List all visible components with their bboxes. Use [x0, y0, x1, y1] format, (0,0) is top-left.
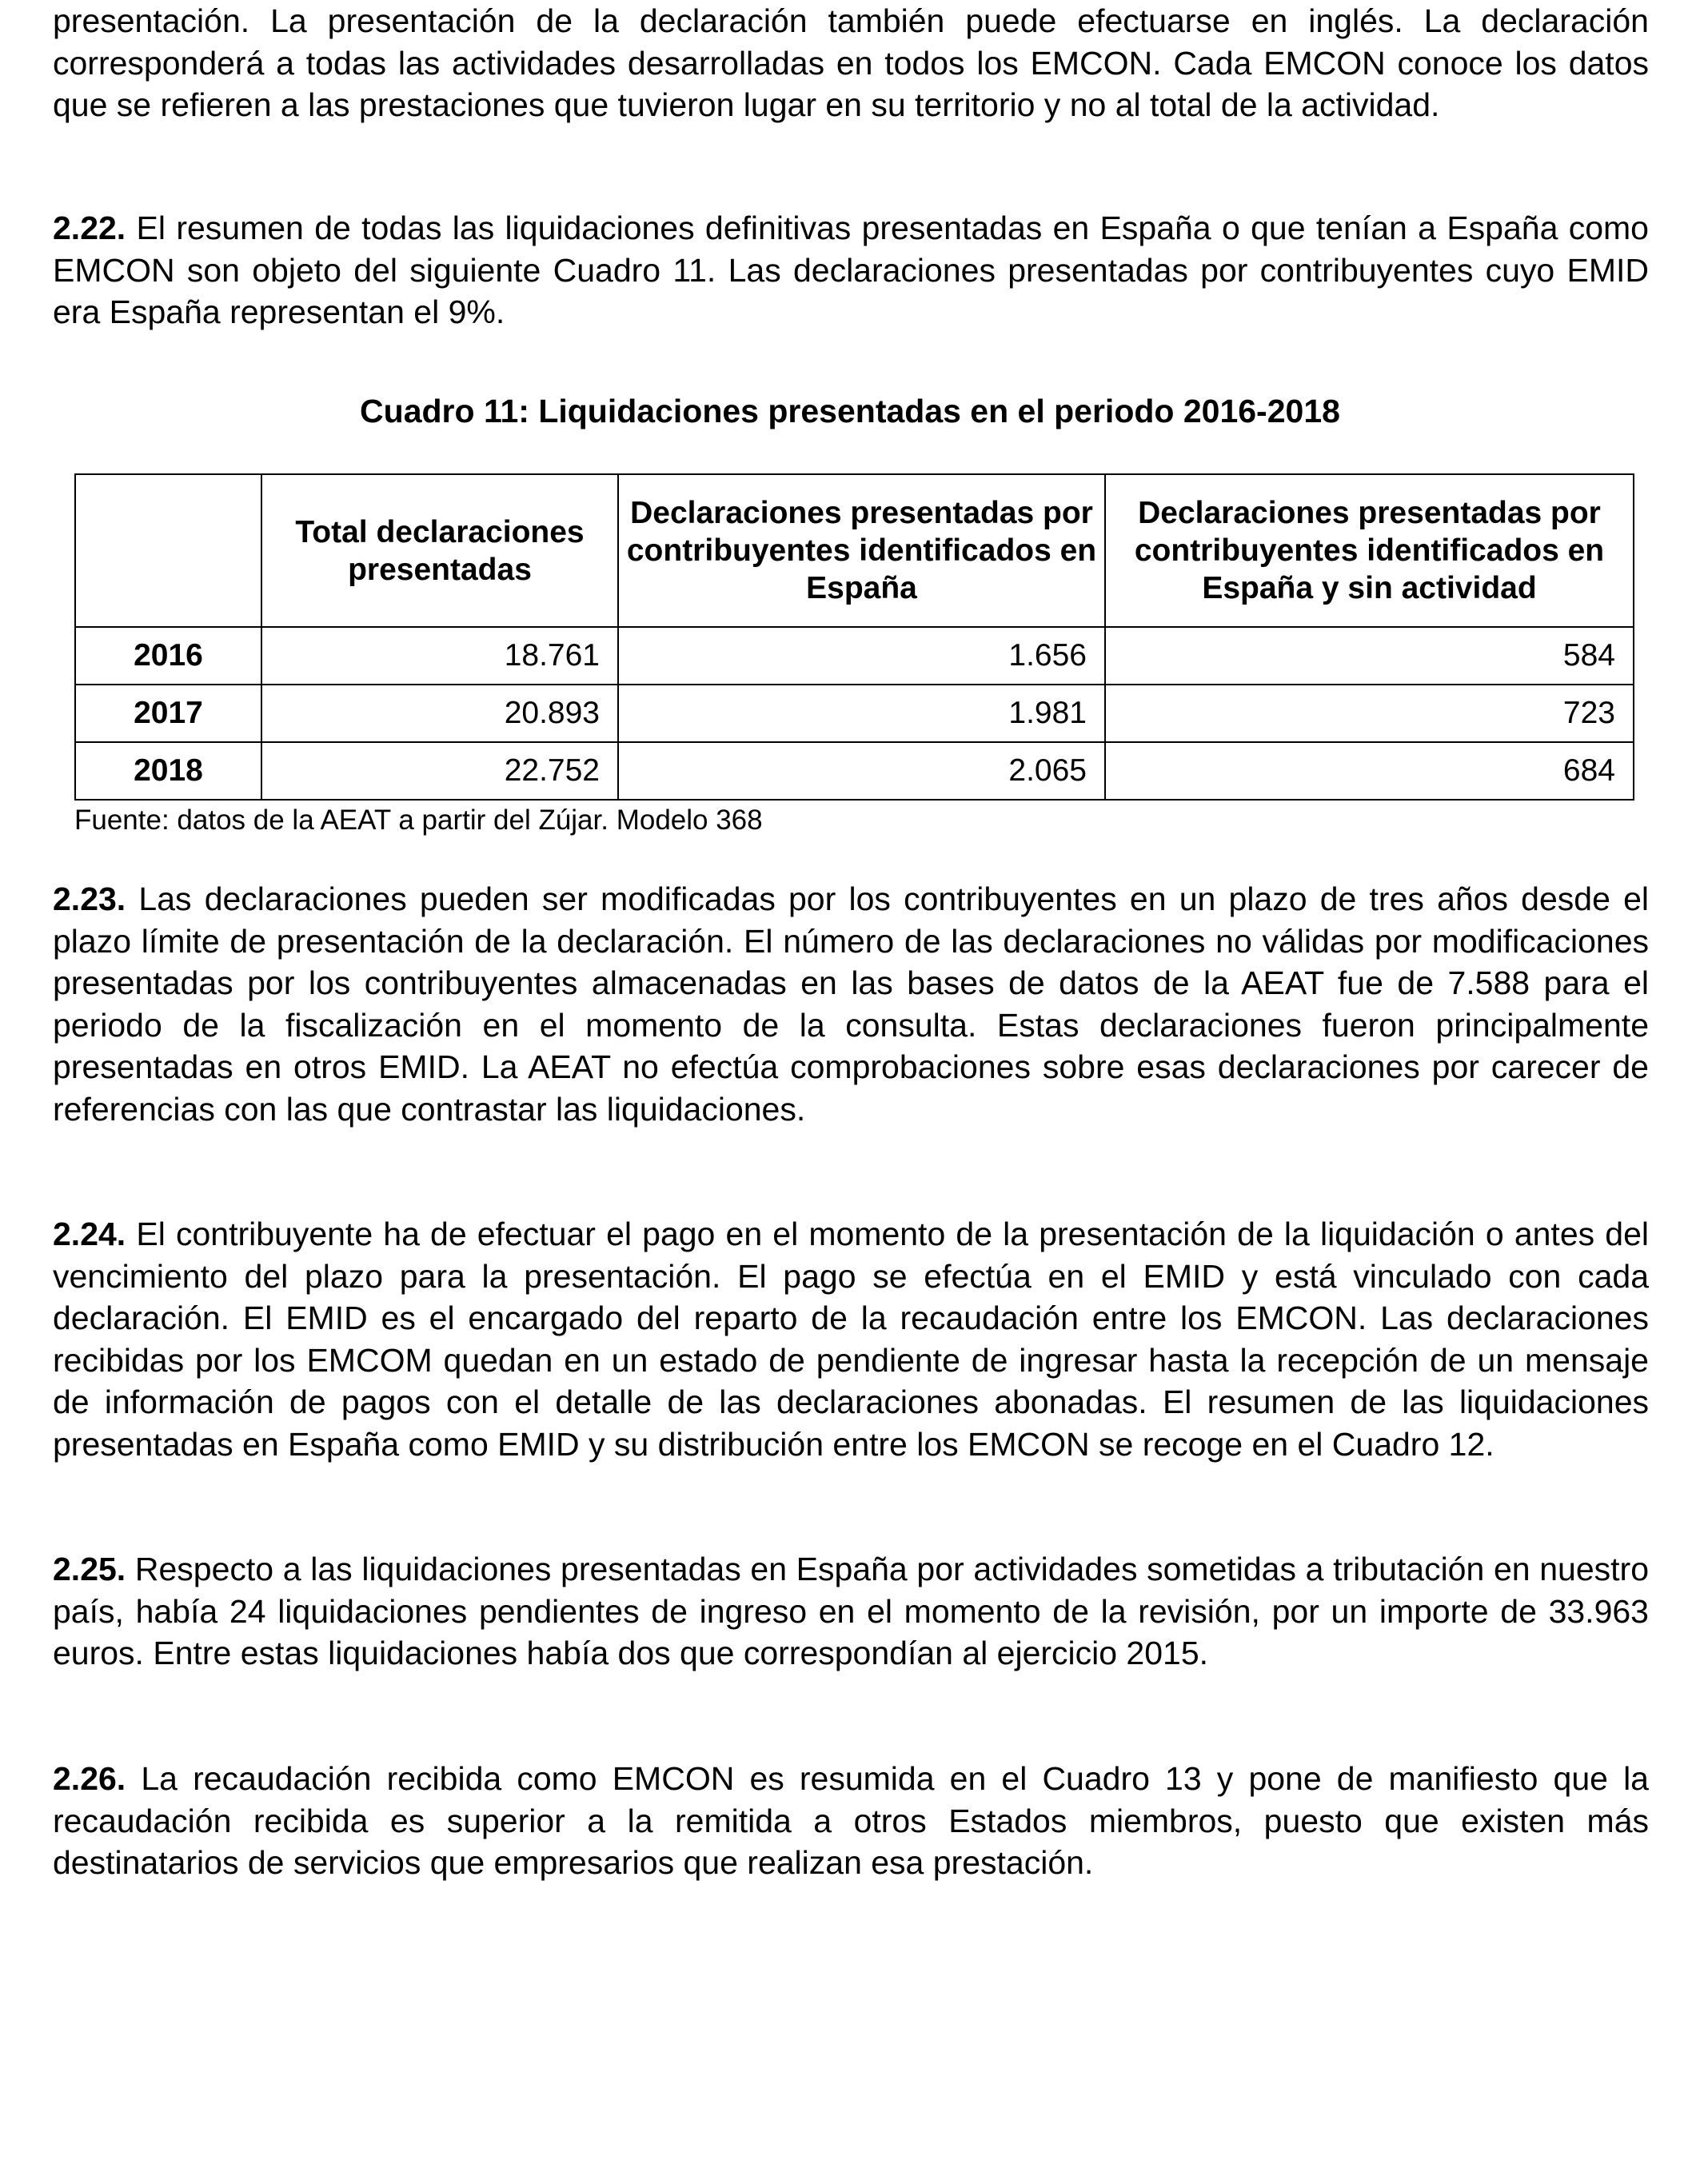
table-header-row	[75, 474, 1634, 627]
table-row	[75, 742, 1634, 800]
paragraph-intro	[53, 0, 1649, 126]
spain-cell: 1.656	[618, 627, 1105, 685]
paragraph-text: Las declaraciones pueden ser modificadas por los contribuyentes en un plazo de tres años desde el plazo límite de presentación de la declaración. El número de las declaraciones no válidas por modificaciones presentadas por los contribuyentes almacenadas en las bases de datos de la AEAT fue de 7.588 para el periodo de la fiscalización en el momento de la consulta. Estas declaraciones fueron principalmente presentadas en otros EMID. La AEAT no efectúa comprobaciones sobre esas declaraciones por carecer de referencias con las que contrastar las liquidaciones.	[53, 880, 1649, 1128]
paragraph-text: presentación. La presentación de la declaración también puede efectuarse en inglés. La declaración corresponderá a todas las actividades desarrolladas en todos los EMCON. Cada EMCON conoce los datos que se refieren a las prestaciones que tuvieron lugar en su territorio y no al total de la actividad.	[53, 2, 1649, 123]
spain-cell: 2.065	[618, 742, 1105, 800]
paragraph-text: La recaudación recibida como EMCON es resumida en el Cuadro 13 y pone de manifiesto que la recaudación recibida es superior a la remitida a otros Estados miembros, puesto que existen más destinatarios de servicios que empresarios que realizan esa prestación.	[53, 1760, 1649, 1881]
header-cell-spain-no-activity: Declaraciones presentadas por contribuyentes identificados en España y sin actividad	[1105, 474, 1634, 627]
spain-no-activity-cell: 584	[1105, 627, 1634, 685]
total-cell: 22.752	[261, 742, 618, 800]
spain-no-activity-cell: 723	[1105, 685, 1634, 742]
paragraph-number: 2.22.	[53, 210, 126, 246]
paragraph-number: 2.23.	[53, 880, 126, 917]
paragraph-text: El contribuyente ha de efectuar el pago en el momento de la presentación de la liquidación o antes del vencimiento del plazo para la presentación. El pago se efectúa en el EMID y está vinculado con cada declaración. El EMID es el encargado del reparto de la recaudación entre los EMCON. Las declaraciones recibidas por los EMCOM quedan en un estado de pendiente de ingresar hasta la recepción de un mensaje de información de pagos con el detalle de las declaraciones abonadas. El resumen de las liquidaciones presentadas en España como EMID y su distribución entre los EMCON se recoge en el Cuadro 12.	[53, 1216, 1649, 1463]
table-row	[75, 685, 1634, 742]
paragraph-2-23	[53, 878, 1649, 1130]
paragraph-2-25	[53, 1548, 1649, 1675]
table-source-note: Fuente: datos de la AEAT a partir del Zújar. Modelo 368	[74, 805, 763, 836]
paragraph-number: 2.25.	[53, 1551, 126, 1587]
paragraph-text: Respecto a las liquidaciones presentadas en España por actividades sometidas a tributación en nuestro país, había 24 liquidaciones pendientes de ingreso en el momento de la revisión, por un importe de 33.963 euros. Entre estas liquidaciones había dos que correspondían al ejercicio 2015.	[53, 1551, 1649, 1671]
paragraph-number: 2.26.	[53, 1760, 126, 1797]
spain-cell: 1.981	[618, 685, 1105, 742]
paragraph-2-22	[53, 207, 1649, 333]
cuadro-11-table	[74, 473, 1634, 801]
paragraph-2-24	[53, 1213, 1649, 1465]
year-cell: 2017	[75, 685, 261, 742]
table-row	[75, 627, 1634, 685]
header-cell-spain: Declaraciones presentadas por contribuyentes identificados en España	[618, 474, 1105, 627]
total-cell: 18.761	[261, 627, 618, 685]
table-title: Cuadro 11: Liquidaciones presentadas en el periodo 2016-2018	[360, 393, 1340, 429]
paragraph-2-26	[53, 1758, 1649, 1884]
spain-no-activity-cell: 684	[1105, 742, 1634, 800]
total-cell: 20.893	[261, 685, 618, 742]
paragraph-text: El resumen de todas las liquidaciones definitivas presentadas en España o que tenían a España como EMCON son objeto del siguiente Cuadro 11. Las declaraciones presentadas por contribuyentes cuyo EMID era España representan el 9%.	[53, 210, 1649, 330]
year-cell: 2016	[75, 627, 261, 685]
paragraph-number: 2.24.	[53, 1216, 126, 1252]
header-cell-empty	[75, 474, 261, 627]
year-cell: 2018	[75, 742, 261, 800]
header-cell-total: Total declaraciones presentadas	[261, 474, 618, 627]
